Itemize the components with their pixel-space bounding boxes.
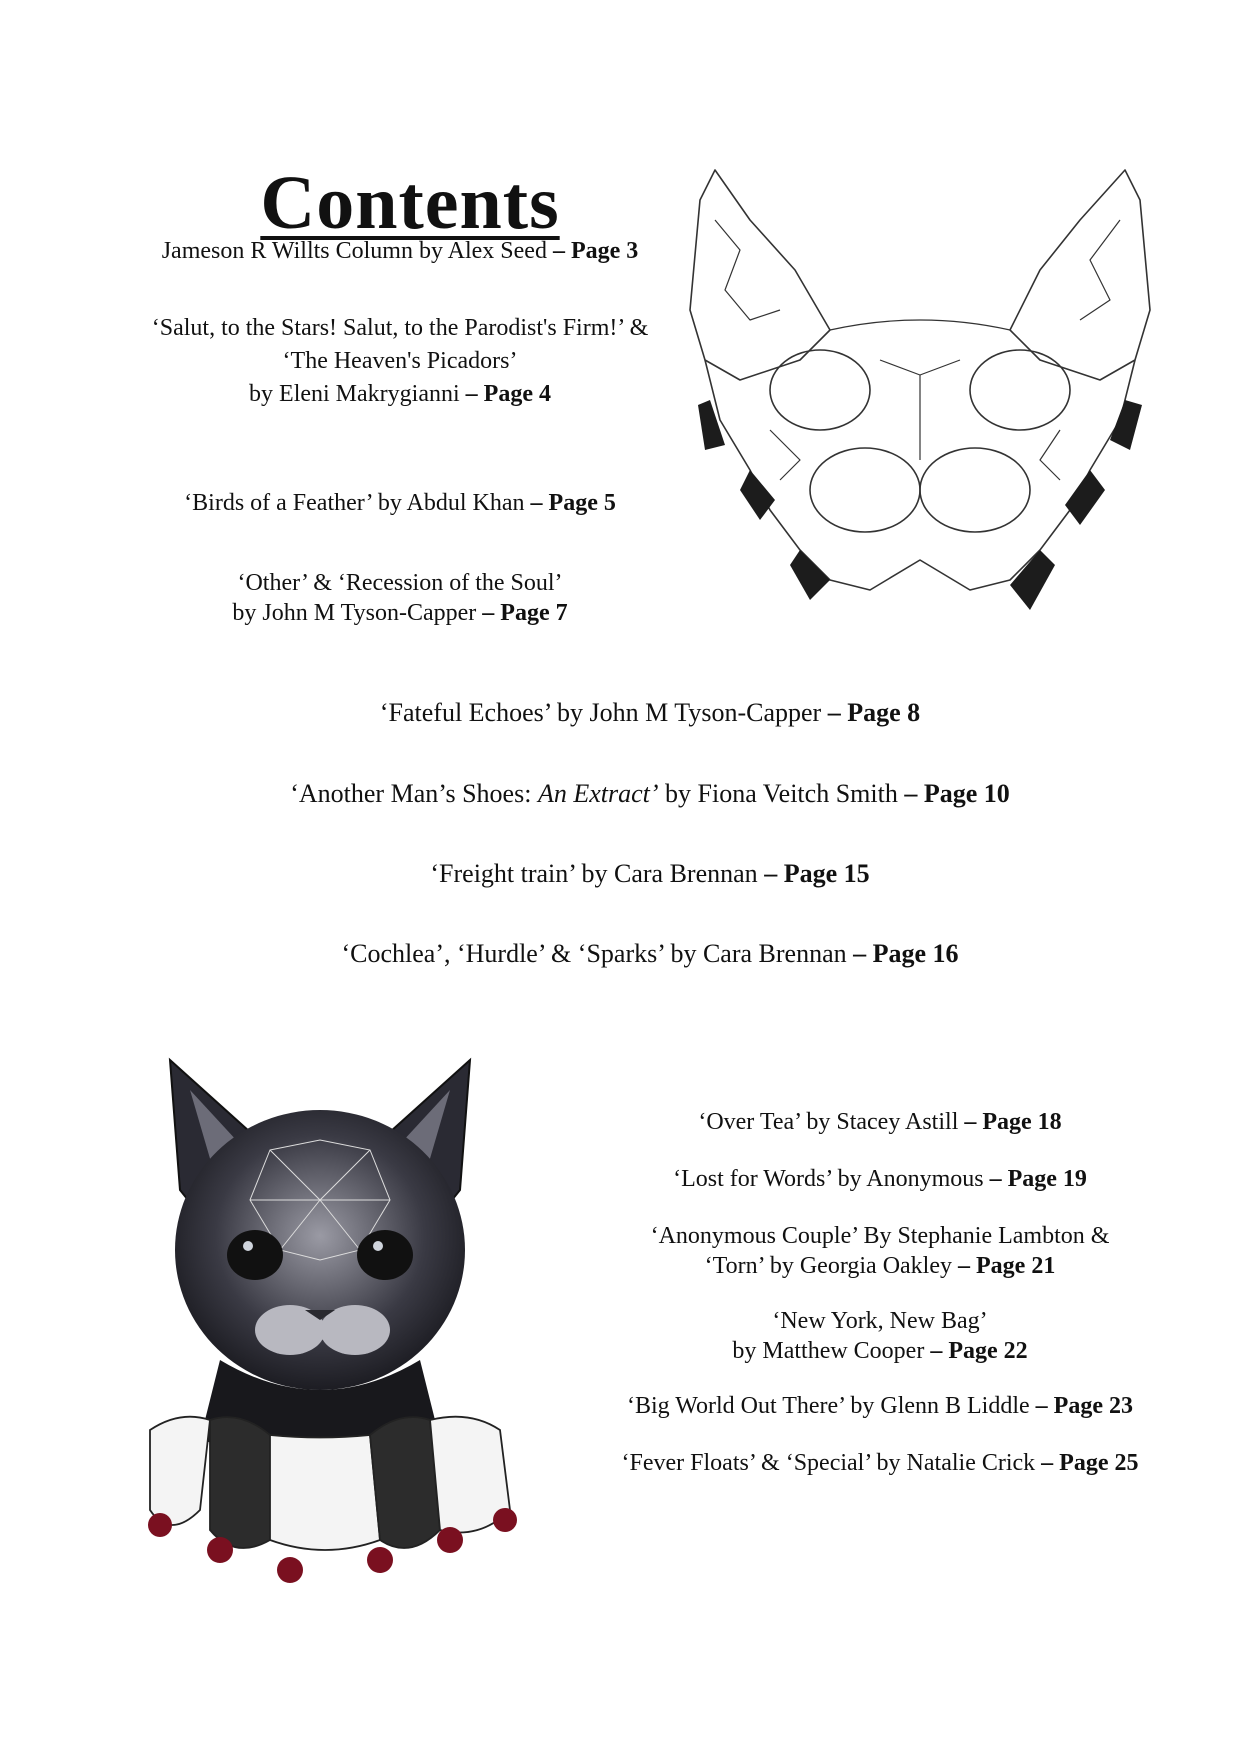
entry-text-line: ‘Torn’ by Georgia Oakley	[704, 1253, 953, 1279]
page-ref: Page 3	[570, 238, 639, 264]
entry-text: ‘Freight train’ by Cara Brennan	[430, 859, 758, 888]
page-ref: Page 25	[1059, 1450, 1139, 1476]
contents-entry: Jameson R Willts Column by Alex Seed – Page 3	[161, 238, 639, 264]
entry-text-line: ‘Salut, to the Stars! Salut, to the Parodist's Firm!’ &	[151, 315, 649, 341]
entry-text: ‘Fever Floats’ & ‘Special’ by Natalie Crick	[621, 1450, 1036, 1476]
entry-text: by Fiona Veitch Smith	[665, 779, 898, 808]
entry-text-line: by Eleni Makrygianni	[249, 381, 460, 407]
page-ref: Page 16	[872, 939, 959, 968]
contents-entry: ‘Salut, to the Stars! Salut, to the Parodist's Firm!’ & ‘The Heaven's Picadors’ by Eleni Makrygianni – Page 4	[110, 312, 690, 411]
contents-entry: ‘Birds of a Feather’ by Abdul Khan – Page 5	[184, 490, 616, 516]
contents-entry: ‘Fever Floats’ & ‘Special’ by Natalie Crick – Page 25	[621, 1450, 1139, 1476]
entry-text: ‘Another Man’s Shoes:	[290, 779, 532, 808]
page-ref: Page 4	[483, 381, 551, 407]
page-ref: Page 19	[1007, 1166, 1087, 1192]
page-ref: Page 7	[500, 600, 568, 626]
contents-entry: ‘Lost for Words’ by Anonymous – Page 19	[673, 1166, 1087, 1192]
entry-text-line: ‘The Heaven's Picadors’	[282, 348, 518, 374]
contents-entry: ‘Freight train’ by Cara Brennan – Page 15	[430, 859, 870, 888]
page-ref: Page 10	[923, 779, 1010, 808]
entry-text: ‘Fateful Echoes’ by John M Tyson-Capper	[379, 698, 822, 727]
page-ref: Page 23	[1053, 1393, 1133, 1419]
entry-text: ‘Cochlea’, ‘Hurdle’ & ‘Sparks’ by Cara Brennan	[341, 939, 847, 968]
page-ref: Page 15	[783, 859, 870, 888]
contents-entry: ‘Cochlea’, ‘Hurdle’ & ‘Sparks’ by Cara Brennan – Page 16	[341, 939, 959, 968]
page-ref: Page 5	[548, 490, 616, 516]
entry-text-line: ‘Anonymous Couple’ By Stephanie Lambton &	[650, 1223, 1110, 1249]
contents-entry: ‘Fateful Echoes’ by John M Tyson-Capper – Page 8	[379, 698, 921, 727]
contents-entry: ‘Other’ & ‘Recession of the Soul’ by John M Tyson-Capper – Page 7	[120, 568, 680, 628]
entry-text-line: ‘New York, New Bag’	[772, 1308, 988, 1334]
entry-text: ‘Lost for Words’ by Anonymous	[673, 1166, 984, 1192]
cat-mask-illustration	[680, 160, 1160, 630]
entry-text-line: by Matthew Cooper	[732, 1338, 925, 1364]
contents-entry: ‘Anonymous Couple’ By Stephanie Lambton & ‘Torn’ by Georgia Oakley – Page 21	[590, 1221, 1170, 1281]
page-title: Contents	[260, 161, 560, 245]
page-ref: Page 8	[847, 698, 921, 727]
contents-entry: ‘New York, New Bag’ by Matthew Cooper – Page 22	[590, 1306, 1170, 1366]
entry-text: Jameson R Willts Column by Alex Seed	[161, 238, 547, 264]
page-ref: Page 22	[948, 1338, 1028, 1364]
entry-text: ‘Birds of a Feather’ by Abdul Khan	[184, 490, 525, 516]
contents-entry: ‘Another Man’s Shoes: An Extract’ by Fiona Veitch Smith – Page 10	[290, 779, 1010, 808]
entry-text-line: ‘Other’ & ‘Recession of the Soul’	[237, 570, 563, 596]
page-ref: Page 18	[982, 1109, 1062, 1135]
entry-text-line: by John M Tyson-Capper	[232, 600, 477, 626]
cat-with-ruff-illustration	[140, 1040, 600, 1600]
entry-text: ‘Over Tea’ by Stacey Astill	[698, 1109, 959, 1135]
entry-text-italic: An Extract’	[537, 779, 659, 808]
contents-entry: ‘Big World Out There’ by Glenn B Liddle – Page 23	[627, 1393, 1133, 1419]
entry-text: ‘Big World Out There’ by Glenn B Liddle	[627, 1393, 1030, 1419]
page-ref: Page 21	[976, 1253, 1056, 1279]
contents-entry: ‘Over Tea’ by Stacey Astill – Page 18	[698, 1109, 1062, 1135]
